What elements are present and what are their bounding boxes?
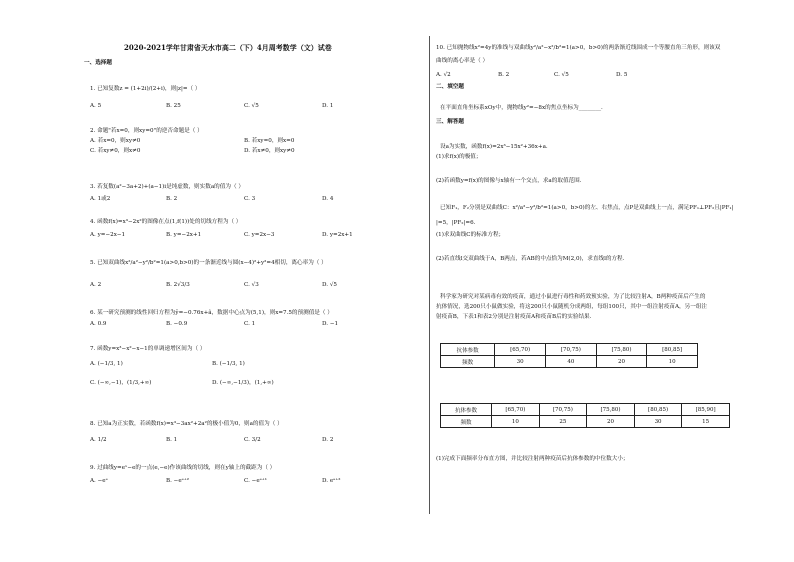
question-2: 2. 命题"若x=0，则xy=0"的逆否命题是（ ）	[90, 128, 203, 134]
question-10-cont: 曲线的离心率是（ ）	[436, 58, 489, 64]
table-1-cell: 20	[596, 356, 647, 368]
q3-option-c: C. 3	[244, 196, 256, 202]
table-1-row	[441, 356, 698, 368]
q4-option-a: A. y=−2x−1	[90, 232, 126, 238]
q7-option-d: D. (−∞,−1/3)，(1,+∞)	[212, 380, 274, 386]
table-1-header-cell: [75,80)	[596, 344, 647, 356]
exam-title: 2020-2021学年甘肃省天水市高二（下）4月周考数学（文）试卷	[124, 43, 332, 52]
question-3: 3. 若复数(a²−3a+2)+(a−1)i是纯虚数，则实数a的值为（ ）	[90, 184, 244, 190]
table-1	[440, 343, 698, 368]
q5-option-b: B. 2√3/3	[166, 282, 190, 288]
question-4: 4. 函数f(x)=x³−2x²的图像在点(1,f(1))处的切线方程为（ ）	[90, 219, 242, 225]
q6-option-d: D. −1	[322, 321, 339, 327]
table-2-header-row	[441, 404, 730, 416]
column-divider	[429, 36, 430, 514]
question-14-line3: 射疫苗B，下表1和表2分别是注射疫苗A和疫苗B后的实验结果.	[436, 314, 592, 320]
table-1-cell: 10	[647, 356, 698, 368]
table-1-header-cell: 抗体参数	[441, 344, 495, 356]
q3-option-b: B. 2	[166, 196, 178, 202]
question-5: 5. 已知双曲线x²/a²−y²/b²=1(a>0,b>0)的一条渐近线与圆(x−4)²+y²=4相切，离心率为（ ）	[90, 260, 327, 266]
section-answer: 三、解答题	[436, 119, 464, 125]
right-column	[436, 0, 776, 562]
q6-option-a: A. 0.9	[90, 321, 107, 327]
q12-part-1: (1)求f(x)的极值；	[436, 154, 482, 160]
q8-option-b: B. 1	[166, 437, 178, 443]
table-2-header-cell: [70,75)	[539, 404, 587, 416]
left-column	[84, 0, 424, 562]
table-2-header-cell: 抗体参数	[441, 404, 492, 416]
question-6: 6. 某一研究预测的线性回归方程为ŷ=−0.76x+â，数据中心点为(5,1)，则x=7.5的预测值是（ ）	[90, 310, 333, 316]
table-2-header-cell: [75,80)	[587, 404, 635, 416]
q1-option-a: A. 5	[90, 103, 102, 109]
q9-option-b: B. −eᵉ⁺²	[166, 478, 190, 484]
question-7: 7. 函数y=x³−x²−x−1的单调递增区间为（ ）	[90, 346, 206, 352]
q8-option-c: C. 3/2	[244, 437, 261, 443]
q5-option-a: A. 2	[90, 282, 102, 288]
table-2-row	[441, 416, 730, 428]
table-2-cell: 频数	[441, 416, 492, 428]
question-14: 科学家为研究对某病毒有效的疫苗，通过小鼠进行毒性和药效预实验，为了比较注射A，B两种疫苗后产生的	[440, 294, 706, 300]
q5-option-c: C. √3	[244, 282, 259, 288]
q2-option-b: B. 若xy=0，则x=0	[244, 138, 295, 144]
q1-option-c: C. √5	[244, 103, 259, 109]
q2-option-a: A. 若x=0，则xy≠0	[90, 138, 141, 144]
q13-part-1: (1)求双曲线C的标准方程；	[436, 232, 505, 238]
question-14-line2: 抗体情况，选200只小鼠做实验，将这200只小鼠随机分成两组，每组100只，其中一组注射疫苗A，另一组注	[436, 304, 708, 310]
q14-part-1: (1)完成下面频率分布直方图，并比较注射两种疫苗后抗体参数的中位数大小；	[436, 456, 629, 462]
q13-part-2: (2)若直线l交双曲线于A，B两点，若AB的中点恰为M(2,0)，求直线l的方程.	[436, 256, 625, 262]
question-10: 10. 已知抛物线x²=4y的准线与双曲线y²/a²−x²/b²=1(a>0，b>0)的两条渐近线围成一个等腰直角三角形，则该双	[436, 45, 721, 51]
q7-option-a: A. (−1/3, 1)	[90, 361, 123, 367]
q9-option-c: C. −eᵉ⁺¹	[244, 478, 267, 484]
q6-option-b: B. −0.9	[166, 321, 188, 327]
q2-option-d: D. 若x≠0，则xy≠0	[244, 148, 295, 154]
table-2-cell: 10	[492, 416, 540, 428]
table-1-header-cell: [70,75)	[546, 344, 597, 356]
q1-option-b: B. 25	[166, 103, 181, 109]
question-9: 9. 过曲线y=eˣ−e的一点(e,−e)作该曲线的切线，则在y轴上的截距为（ ）	[90, 465, 276, 471]
q10-option-c: C. √5	[554, 72, 569, 78]
question-12: 设a为实数，函数f(x)=2x³−15x²+36x+a.	[440, 144, 548, 150]
question-11: 在平面直角坐标系xOy中，抛物线y²=−8x的焦点坐标为________.	[440, 105, 603, 111]
q3-option-d: D. 4	[322, 196, 334, 202]
question-1: 1. 已知复数z = (1+2i)/(2+i)，则|z|=（ ）	[90, 86, 201, 92]
table-2-cell: 15	[682, 416, 730, 428]
q10-option-a: A. √2	[436, 72, 451, 78]
table-1-header-cell: [65,70)	[495, 344, 546, 356]
q10-option-d: D. 5	[616, 72, 628, 78]
q5-option-d: D. √5	[322, 282, 337, 288]
section-choice: 一、选择题	[84, 60, 112, 66]
q10-option-b: B. 2	[498, 72, 510, 78]
table-2-header-cell: [80,85)	[634, 404, 682, 416]
table-2-cell: 20	[587, 416, 635, 428]
question-8: 8. 已知a为正实数，若函数f(x)=x³−3ax²+2a²的极小值为0，则a的值为（ ）	[90, 421, 283, 427]
table-1-cell: 30	[495, 356, 546, 368]
table-1-cell: 40	[546, 356, 597, 368]
table-2-cell: 30	[634, 416, 682, 428]
q1-option-d: D. 1	[322, 103, 334, 109]
table-1-cell: 频数	[441, 356, 495, 368]
question-13-cont: |=5，|PF₂|=6.	[436, 220, 476, 226]
q2-option-c: C. 若xy≠0，则x≠0	[90, 148, 141, 154]
q4-option-b: B. y=−2x+1	[166, 232, 202, 238]
question-13: 已知F₁，F₂分别是双曲线C：x²/a²−y²/b²=1(a>0，b>0)的左、右焦点，点P是双曲线上一点，满足PF₁⊥PF₂且|PF₁|	[440, 205, 734, 211]
table-2-header-cell: [85,90]	[682, 404, 730, 416]
q7-option-b: B. (−1/3, 1)	[212, 361, 245, 367]
section-fill: 二、填空题	[436, 84, 464, 90]
table-2-cell: 25	[539, 416, 587, 428]
q12-part-2: (2)若函数y=f(x)的图像与x轴有一个交点，求a的取值范围.	[436, 178, 582, 184]
q9-option-d: D. eᵉ⁺²	[322, 478, 341, 484]
q8-option-d: D. 2	[322, 437, 334, 443]
table-1-header-cell: [80,85]	[647, 344, 698, 356]
table-1-header-row	[441, 344, 698, 356]
q6-option-c: C. 1	[244, 321, 256, 327]
table-2-header-cell: [65,70)	[492, 404, 540, 416]
table-2	[440, 403, 730, 428]
q3-option-a: A. 1或2	[90, 196, 111, 202]
q4-option-d: D. y=2x+1	[322, 232, 353, 238]
q9-option-a: A. −eᵉ	[90, 478, 108, 484]
q7-option-c: C. (−∞,−1)，(1/3,+∞)	[90, 380, 152, 386]
q8-option-a: A. 1/2	[90, 437, 107, 443]
q4-option-c: C. y=2x−3	[244, 232, 275, 238]
